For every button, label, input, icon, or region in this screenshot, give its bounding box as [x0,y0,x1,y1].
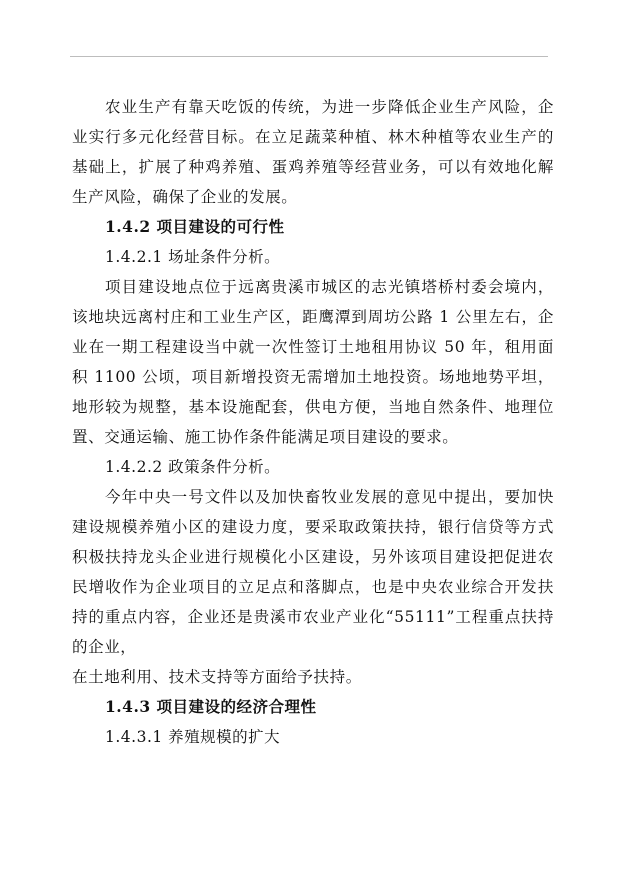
paragraph-diversification: 农业生产有靠天吃饭的传统，为进一步降低企业生产风险，企业实行多元化经营目标。在立足蔬菜种植、林木种植等农业生产的基础上，扩展了种鸡养殖、蛋鸡养殖等经营业务，可以有效地化解生产风险，确保了企业的发展。 [72,98,554,206]
paragraph-site-location: 项目建设地点位于远离贵溪市城区的志光镇塔桥村委会境内，该地块远离村庄和工业生产区，距鹰潭到周坊公路 1 公里左右，企业在一期工程建设当中就一次性签订土地租用协议 50 年，租用面积 1100 公顷，项目新增投资无需增加土地投资。场地地势平坦，地形较为规整，基本设施配套，供电方便，当地自然条件、地理位置、交通运输、施工协作条件能满足项目建设的要求。 [72,278,554,446]
section-heading-economic-rationality: 1.4.3 项目建设的经济合理性 [105,697,317,716]
paragraph-policy-last-line: 在土地利用、技术支持等方面给予扶持。 [72,668,362,686]
paragraph-policy: 今年中央一号文件以及加快畜牧业发展的意见中提出，要加快建设规模养殖小区的建设力度，要采取政策扶持，银行信贷等方式积极扶持龙头企业进行规模化小区建设，另外该项目建设把促进农民增收作为企业项目的立足点和落脚点，也是中央农业综合开发扶持的重点内容，企业还是贵溪市农业产业化“55111”工程重点扶持的企业， [72,488,554,656]
header-rule [70,56,548,57]
section-heading-feasibility: 1.4.2 项目建设的可行性 [105,217,285,236]
subsection-scale-expansion: 1.4.3.1 养殖规模的扩大 [105,728,281,746]
subsection-site-conditions: 1.4.2.1 场址条件分析。 [105,248,281,266]
subsection-policy-conditions: 1.4.2.2 政策条件分析。 [105,458,281,476]
document-body [72,92,554,752]
